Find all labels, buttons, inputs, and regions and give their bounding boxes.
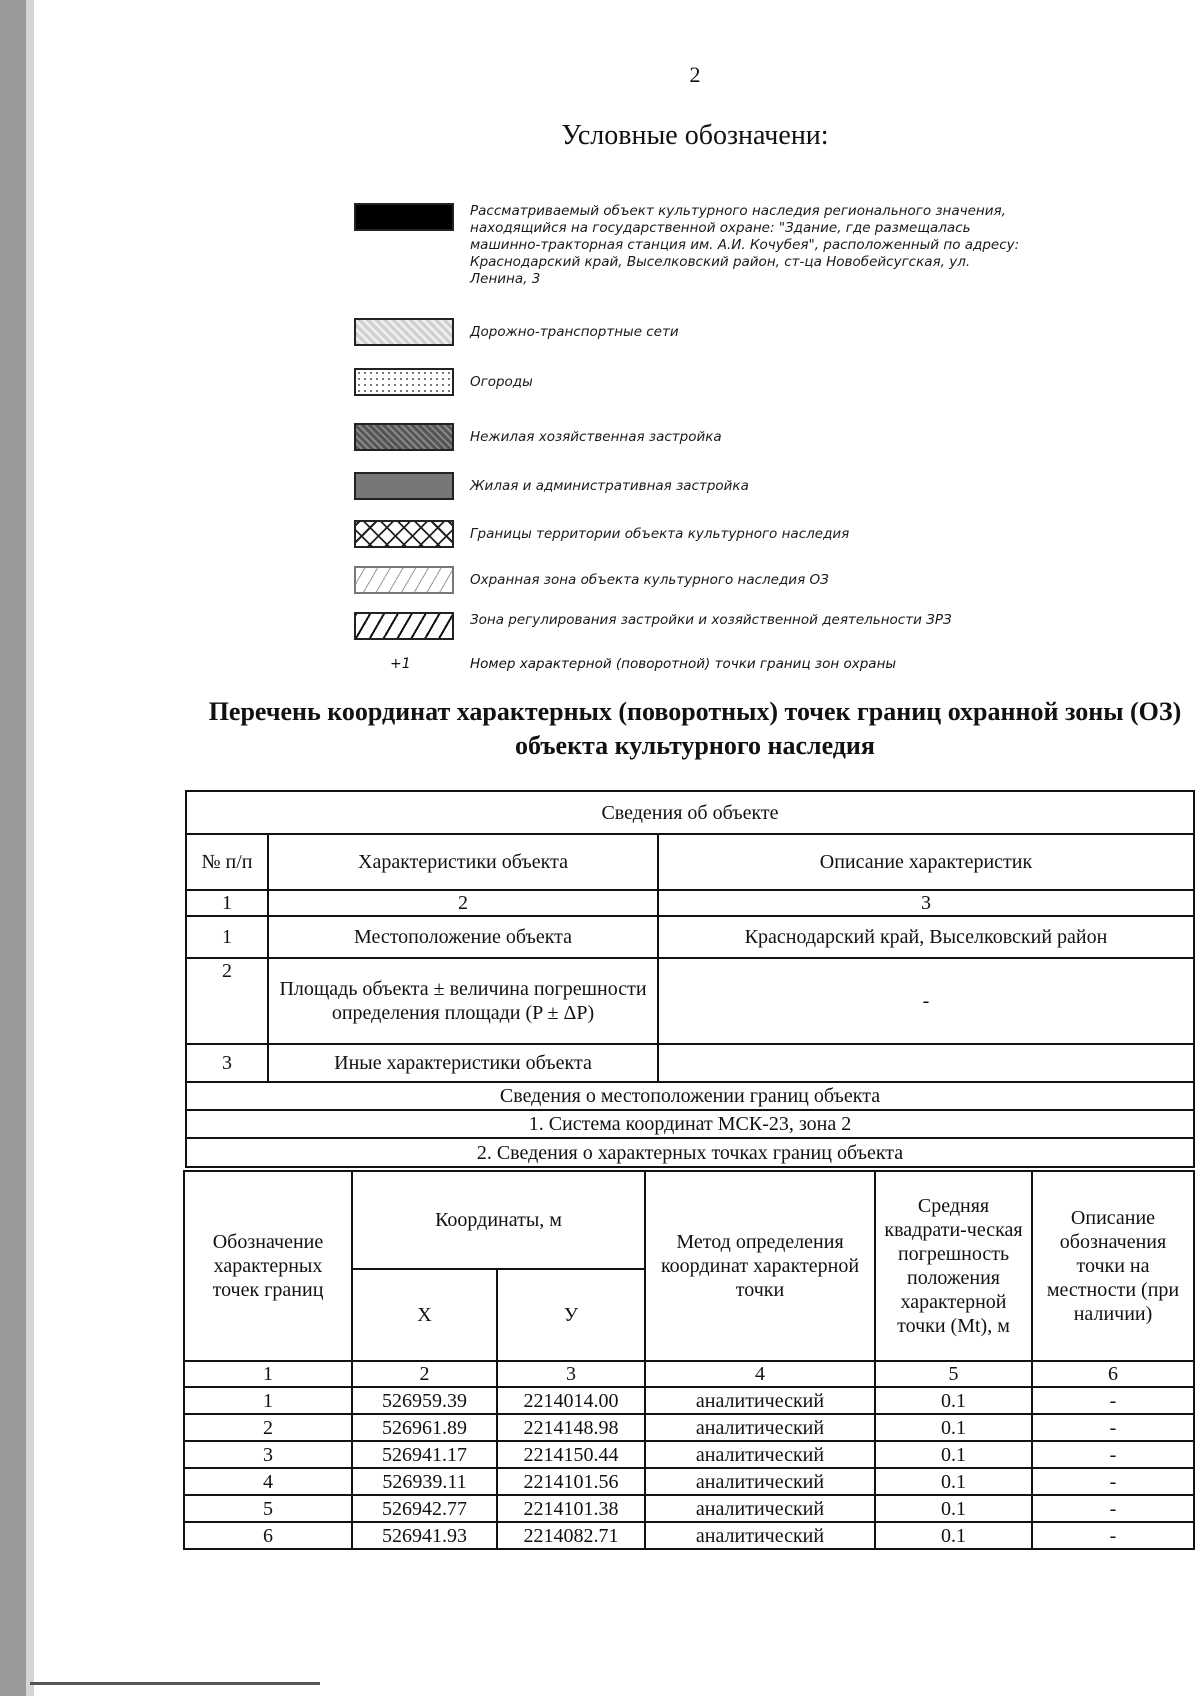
points-table	[183, 1170, 1195, 1550]
x-coordinate: 526959.39	[352, 1387, 497, 1414]
method: аналитический	[645, 1441, 875, 1468]
table-row	[184, 1495, 1194, 1522]
column-header: № п/п	[186, 834, 268, 890]
legend-text: Дорожно-транспортные сети	[470, 324, 679, 340]
legend-item-heritage-object	[354, 203, 1030, 288]
column-number: 5	[875, 1361, 1032, 1387]
y-coordinate: 2214150.44	[497, 1441, 645, 1468]
column-header: Обозначение характерных точек границ	[184, 1171, 352, 1361]
legend-text: Огороды	[470, 374, 533, 390]
legend-text: Границы территории объекта культурного наследия	[470, 526, 850, 542]
description	[658, 1044, 1194, 1082]
row-number: 2	[186, 958, 268, 1044]
point-number: 5	[184, 1495, 352, 1522]
table-row	[184, 1387, 1194, 1414]
light-hatch-swatch	[354, 566, 454, 594]
column-number: 2	[352, 1361, 497, 1387]
method: аналитический	[645, 1468, 875, 1495]
document-title: Перечень координат характерных (поворотных) точек границ охранной зоны (ОЗ) объекта культурного наследия	[208, 697, 1182, 760]
x-coordinate: 526939.11	[352, 1468, 497, 1495]
description: -	[1032, 1468, 1194, 1495]
table-row	[184, 1468, 1194, 1495]
table-row	[186, 1044, 1194, 1082]
point-number: 1	[184, 1387, 352, 1414]
section-header: 2. Сведения о характерных точках границ объекта	[186, 1138, 1194, 1167]
table-header: Сведения об объекте	[186, 791, 1194, 834]
column-header: Метод определения координат характерной точки	[645, 1171, 875, 1361]
description: -	[1032, 1387, 1194, 1414]
column-number: 3	[658, 890, 1194, 916]
description: -	[1032, 1441, 1194, 1468]
x-coordinate: 526941.17	[352, 1441, 497, 1468]
gray-fill-swatch	[354, 472, 454, 500]
legend-item-territory-border	[354, 520, 1030, 548]
column-number: 2	[268, 890, 658, 916]
point-symbol-text: Номер характерной (поворотной) точки границ зон охраны	[470, 656, 897, 672]
column-number: 1	[186, 890, 268, 916]
legend-item-regulation-zone	[354, 612, 1030, 640]
method: аналитический	[645, 1414, 875, 1441]
y-coordinate: 2214101.38	[497, 1495, 645, 1522]
dark-pattern-swatch	[354, 423, 454, 451]
legend-text: Охранная зона объекта культурного наследия ОЗ	[470, 572, 829, 588]
y-coordinate: 2214014.00	[497, 1387, 645, 1414]
description: -	[1032, 1414, 1194, 1441]
characteristic: Площадь объекта ± величина погрешности определения площади (P ± ΔP)	[268, 958, 658, 1044]
error: 0.1	[875, 1441, 1032, 1468]
point-number: 2	[184, 1414, 352, 1441]
section-header: Сведения о местоположении границ объекта	[186, 1082, 1194, 1110]
legend-text: Рассматриваемый объект культурного наследия регионального значения, находящийся на государственной охране: "Здание, где размещалась машинно-тракторная станция им. А.И. Кочубея", расположенный по адресу: Краснодарский край, Выселковский район, ст-ца Новобейсугская, ул. Ленина, 3	[470, 203, 1020, 287]
point-number: 3	[184, 1441, 352, 1468]
dotted-pattern-swatch	[354, 368, 454, 396]
legend-item-nonresidential	[354, 423, 1030, 451]
y-coordinate: 2214148.98	[497, 1414, 645, 1441]
legend-item-residential	[354, 472, 1030, 500]
column-number: 6	[1032, 1361, 1194, 1387]
description: -	[658, 958, 1194, 1044]
error: 0.1	[875, 1387, 1032, 1414]
column-header: Координаты, м	[352, 1171, 645, 1269]
column-header-y: У	[497, 1269, 645, 1361]
table-row	[184, 1414, 1194, 1441]
method: аналитический	[645, 1387, 875, 1414]
description: -	[1032, 1495, 1194, 1522]
table-row	[186, 958, 1194, 1044]
y-coordinate: 2214101.56	[497, 1468, 645, 1495]
cross-hatch-swatch	[354, 520, 454, 548]
characteristic: Иные характеристики объекта	[268, 1044, 658, 1082]
scan-bottom-line	[30, 1682, 320, 1685]
column-number: 1	[184, 1361, 352, 1387]
legend-item-roads	[354, 318, 1030, 346]
column-header: Средняя квадрати-ческая погрешность положения характерной точки (Mt), м	[875, 1171, 1032, 1361]
column-header: Описание обозначения точки на местности (при наличии)	[1032, 1171, 1194, 1361]
characteristic: Местоположение объекта	[268, 916, 658, 958]
legend-text: Зона регулирования застройки и хозяйственной деятельности ЗРЗ	[470, 612, 952, 628]
point-number: 4	[184, 1468, 352, 1495]
y-coordinate: 2214082.71	[497, 1522, 645, 1549]
point-symbol: +1	[390, 656, 411, 672]
point-number: 6	[184, 1522, 352, 1549]
method: аналитический	[645, 1522, 875, 1549]
error: 0.1	[875, 1468, 1032, 1495]
table-row	[184, 1441, 1194, 1468]
dark-hatch-swatch	[354, 612, 454, 640]
column-header: Описание характеристик	[658, 834, 1194, 890]
error: 0.1	[875, 1414, 1032, 1441]
table-row	[184, 1522, 1194, 1549]
row-number: 3	[186, 1044, 268, 1082]
scan-left-edge-shadow	[26, 0, 34, 1696]
legend-item-protection-zone	[354, 566, 1030, 594]
legend-text: Нежилая хозяйственная застройка	[470, 429, 722, 445]
method: аналитический	[645, 1495, 875, 1522]
scan-left-edge	[0, 0, 26, 1696]
error: 0.1	[875, 1495, 1032, 1522]
description: -	[1032, 1522, 1194, 1549]
row-number: 1	[186, 916, 268, 958]
legend-title: Условные обозначени:	[561, 120, 829, 151]
table-row	[186, 916, 1194, 958]
column-number: 3	[497, 1361, 645, 1387]
description: Краснодарский край, Выселковский район	[658, 916, 1194, 958]
column-number: 4	[645, 1361, 875, 1387]
coordinate-system: 1. Система координат МСК-23, зона 2	[186, 1110, 1194, 1138]
black-fill-swatch	[354, 203, 454, 231]
column-header: Характеристики объекта	[268, 834, 658, 890]
page-number: 2	[689, 62, 701, 87]
x-coordinate: 526961.89	[352, 1414, 497, 1441]
column-header-x: X	[352, 1269, 497, 1361]
legend-text: Жилая и административная застройка	[470, 478, 749, 494]
legend-item-gardens	[354, 368, 1030, 396]
object-info-table	[185, 790, 1195, 1168]
error: 0.1	[875, 1522, 1032, 1549]
x-coordinate: 526942.77	[352, 1495, 497, 1522]
x-coordinate: 526941.93	[352, 1522, 497, 1549]
road-pattern-swatch	[354, 318, 454, 346]
